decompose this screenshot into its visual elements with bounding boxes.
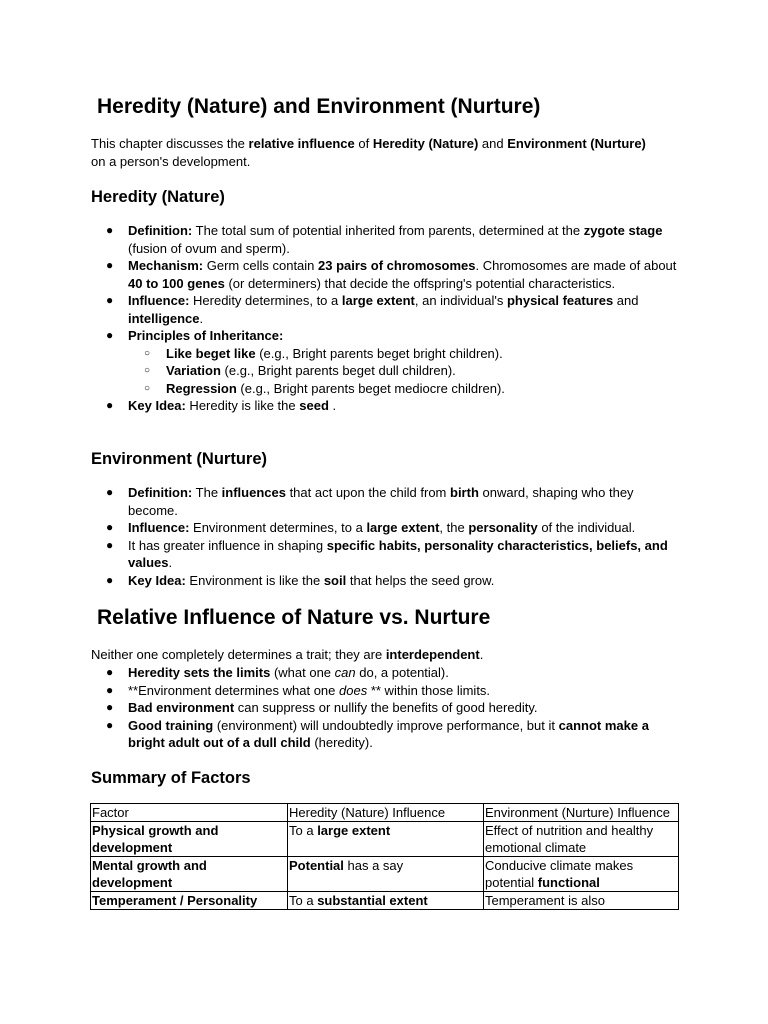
table-row: [91, 822, 679, 857]
list-item: ○ Regression (e.g., Bright parents beget mediocre children).: [144, 380, 505, 396]
table-cell: To a large extent: [288, 822, 484, 857]
table-header-cell: Heredity (Nature) Influence: [288, 804, 484, 822]
list-item: ● Influence: Environment determines, to a large extent, the personality of the individual.: [106, 520, 636, 535]
table-cell: Effect of nutrition and healthy emotional climate: [484, 822, 679, 857]
table-header-cell: Environment (Nurture) Influence: [484, 804, 679, 822]
relative-influence-title: Relative Influence of Nature vs. Nurture: [97, 606, 491, 629]
list-item: ● It has greater influence in shaping specific habits, personality characteristics, beliefs, and values.: [106, 537, 668, 570]
environment-list: [91, 484, 681, 589]
table-cell: Physical growth and development: [91, 822, 288, 857]
list-item: ● Key Idea: Heredity is like the seed .: [106, 398, 337, 413]
list-item: ○ Like beget like (e.g., Bright parents beget bright children).: [144, 345, 503, 361]
table-cell: Mental growth and development: [91, 857, 288, 892]
table-header-cell: Factor: [91, 804, 288, 822]
table-cell: Potential has a say: [288, 857, 484, 892]
list-item: ● Heredity sets the limits (what one can do, a potential).: [106, 665, 449, 680]
table-row: [91, 892, 679, 910]
environment-heading: Environment (Nurture): [91, 450, 268, 468]
list-item: ● Key Idea: Environment is like the soil that helps the seed grow.: [106, 572, 495, 588]
summary-heading: Summary of Factors: [91, 769, 251, 787]
principles-list: [128, 345, 681, 398]
table-cell: To a substantial extent: [288, 892, 484, 910]
table-cell: Temperament / Personality: [91, 892, 288, 910]
list-item: ● Definition: The total sum of potential inherited from parents, determined at the zygote stage (fusion of ovum and sperm).: [106, 223, 663, 256]
relative-list: [91, 664, 681, 752]
table-cell: Conducive climate makes potential functional: [484, 857, 679, 892]
list-item: ● Influence: Heredity determines, to a large extent, an individual's physical features and intelligence.: [106, 293, 639, 326]
list-item: ● Principles of Inheritance: ○ Like beget like (e.g., Bright parents beget bright children). ○ Variation (e.g., Bright parents beget dull children). ○ Regression (e.g., Bright parents beget mediocre children).: [91, 327, 681, 397]
heredity-list: [91, 222, 681, 415]
heredity-heading: Heredity (Nature): [91, 188, 225, 206]
list-item: ● Definition: The influences that act upon the child from birth onward, shaping who they become.: [106, 485, 634, 518]
table-row: [91, 857, 679, 892]
relative-intro: Neither one completely determines a trait; they are interdependent.: [91, 647, 484, 662]
list-item: ● Mechanism: Germ cells contain 23 pairs of chromosomes. Chromosomes are made of about 40 to 100 genes (or determiners) that decide the offspring's potential characteristics.: [106, 258, 677, 291]
list-item: ○ Variation (e.g., Bright parents beget dull children).: [144, 363, 456, 378]
table-cell: Temperament is also: [484, 892, 679, 910]
intro-paragraph: This chapter discusses the relative influence of Heredity (Nature) and Environment (Nurture) on a person's development.: [91, 136, 646, 169]
list-item: ● **Environment determines what one does ** within those limits.: [106, 682, 491, 698]
table-header-row: [91, 804, 679, 822]
list-item: ● Bad environment can suppress or nullify the benefits of good heredity.: [106, 700, 538, 715]
list-item: ● Good training (environment) will undoubtedly improve performance, but it cannot make a bright adult out of a dull child (heredity).: [106, 717, 649, 750]
page-title: Heredity (Nature) and Environment (Nurture): [97, 95, 541, 118]
summary-table: [90, 803, 679, 910]
